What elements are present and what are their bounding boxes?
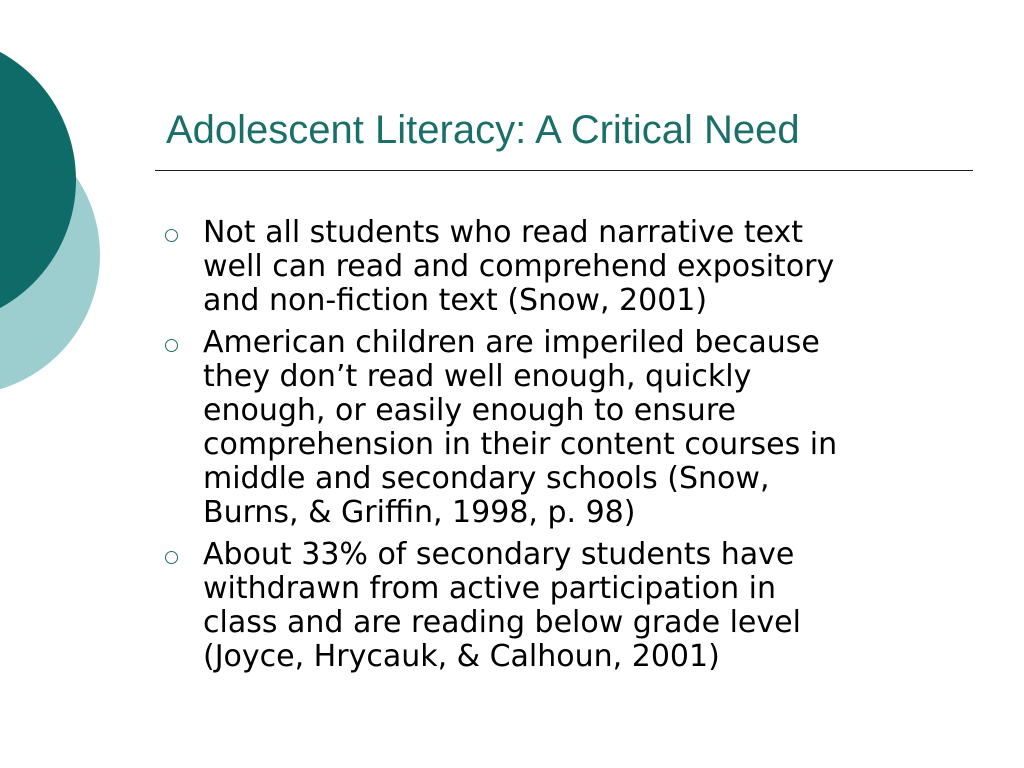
bullet-item [165,538,965,674]
bullet-item [165,216,965,318]
bullet-line: class and are reading below grade level [203,605,801,640]
bullet-line: and non-fiction text (Snow, 2001) [203,283,708,318]
bullet-line: Burns, & Griffin, 1998, p. 98) [203,495,636,530]
bullet-item [165,326,965,530]
ring-bullet-icon [165,339,178,352]
bullet-line: American children are imperiled because [203,325,820,360]
bullet-line: About 33% of secondary students have [203,537,795,572]
bullet-line: middle and secondary schools (Snow, [203,461,770,496]
ring-bullet-icon [165,551,178,564]
bullet-line: withdrawn from active participation in [203,571,777,606]
title-divider [155,170,973,171]
bullet-line: enough, or easily enough to ensure [203,393,736,428]
ring-bullet-icon [165,229,178,242]
bullet-line: well can read and comprehend expository [203,249,835,284]
bullet-list [165,216,965,682]
decorative-circles [0,0,140,420]
bullet-line: comprehension in their content courses in [203,427,838,462]
bullet-line: Not all students who read narrative text [203,215,804,250]
slide-title: Adolescent Literacy: A Critical Need [166,108,800,152]
bullet-line: they don’t read well enough, quickly [203,359,752,394]
bullet-line: (Joyce, Hrycauk, & Calhoun, 2001) [203,639,720,674]
